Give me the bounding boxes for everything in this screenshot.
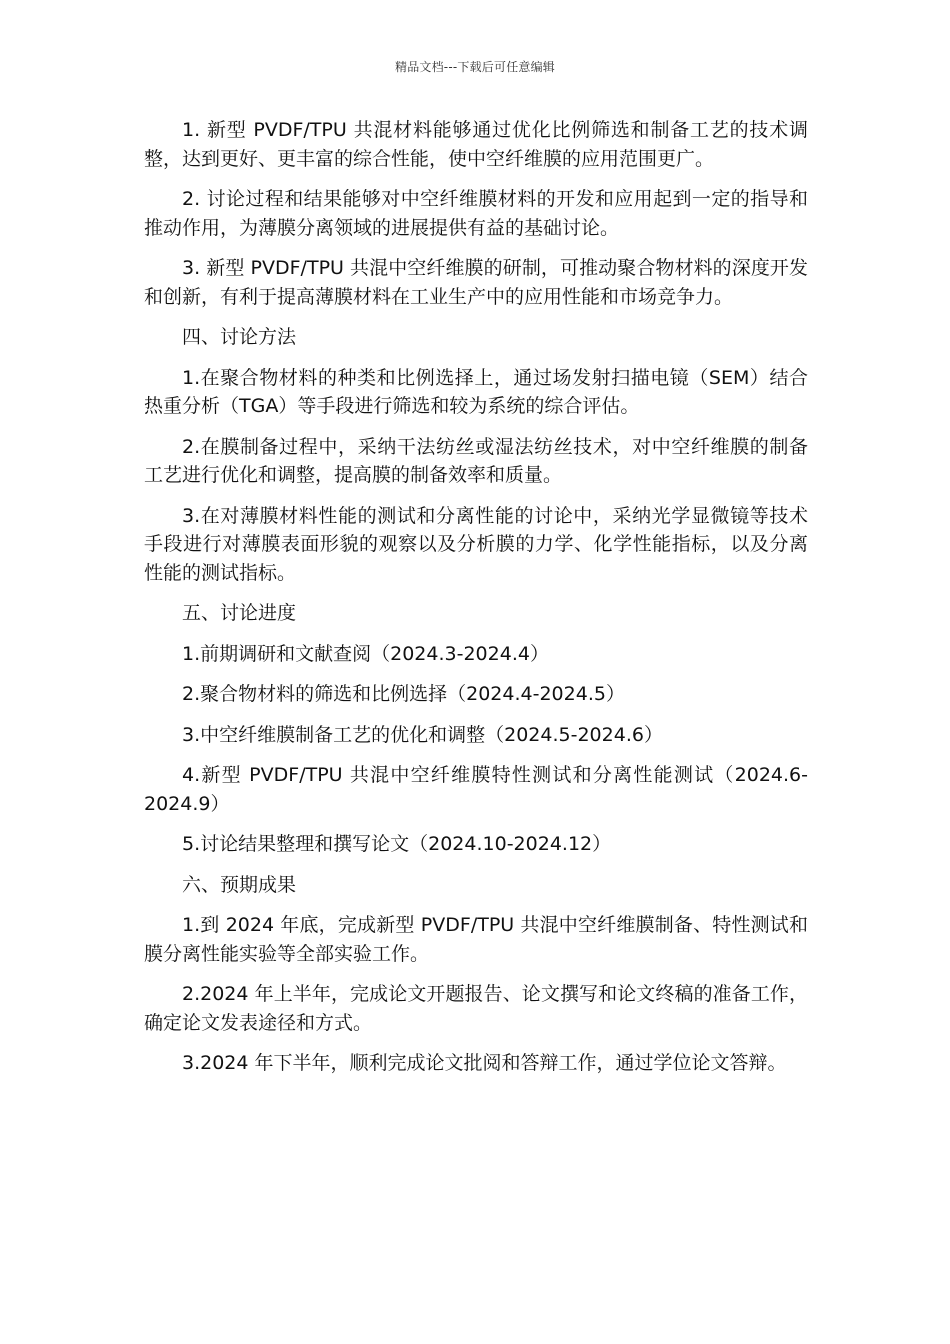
paragraph: 2. 讨论过程和结果能够对中空纤维膜材料的开发和应用起到一定的指导和推动作用，为薄膜分离领域的进展提供有益的基础讨论。 [144, 188, 808, 239]
paragraph: 3. 新型 PVDF/TPU 共混中空纤维膜的研制，可推动聚合物材料的深度开发和创新，有利于提高薄膜材料在工业生产中的应用性能和市场竞争力。 [144, 257, 808, 308]
document-body [144, 116, 808, 1090]
paragraph: 3.2024 年下半年，顺利完成论文批阅和答辩工作，通过学位论文答辩。 [182, 1052, 787, 1074]
section-heading: 六、预期成果 [182, 873, 297, 896]
paragraph: 1.到 2024 年底，完成新型 PVDF/TPU 共混中空纤维膜制备、特性测试和膜分离性能实验等全部实验工作。 [144, 914, 808, 965]
section-heading: 四、讨论方法 [182, 326, 297, 348]
list-item: 4.新型 PVDF/TPU 共混中空纤维膜特性测试和分离性能测试（2024.6-2024.9） [144, 764, 808, 815]
paragraph: 3.在对薄膜材料性能的测试和分离性能的讨论中，采纳光学显微镜等技术手段进行对薄膜表面形貌的观察以及分析膜的力学、化学性能指标，以及分离性能的测试指标。 [144, 504, 808, 584]
list-item: 5.讨论结果整理和撰写论文（2024.10-2024.12） [182, 833, 612, 855]
paragraph: 2.在膜制备过程中，采纳干法纺丝或湿法纺丝技术，对中空纤维膜的制备工艺进行优化和调整，提高膜的制备效率和质量。 [144, 435, 808, 486]
paragraph: 1. 新型 PVDF/TPU 共混材料能够通过优化比例筛选和制备工艺的技术调整，达到更好、更丰富的综合性能，使中空纤维膜的应用范围更广。 [144, 119, 808, 170]
list-item: 3.中空纤维膜制备工艺的优化和调整（2024.5-2024.6） [182, 723, 663, 746]
paragraph: 1.在聚合物材料的种类和比例选择上，通过场发射扫描电镜（SEM）结合热重分析（TGA）等手段进行筛选和较为系统的综合评估。 [144, 366, 808, 417]
list-item: 1.前期调研和文献查阅（2024.3-2024.4） [182, 642, 549, 665]
section-heading: 五、讨论进度 [182, 602, 297, 624]
page-header: 精品文档---下载后可任意编辑 [395, 60, 555, 74]
paragraph: 2.2024 年上半年，完成论文开题报告、论文撰写和论文终稿的准备工作，确定论文发表途径和方式。 [144, 983, 808, 1034]
list-item: 2.聚合物材料的筛选和比例选择（2024.4-2024.5） [182, 683, 625, 705]
